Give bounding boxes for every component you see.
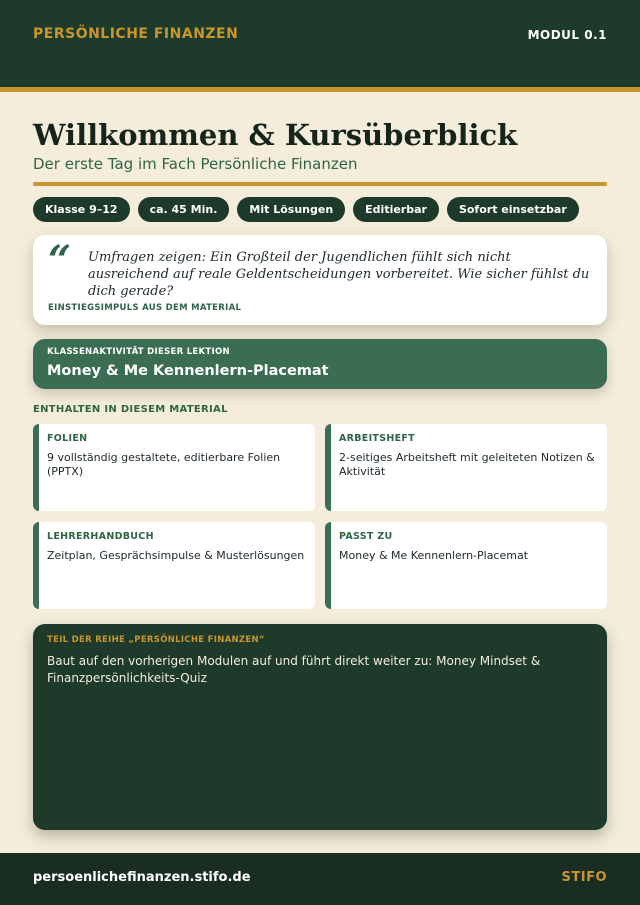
footer-url: persoenlichefinanzen.stifo.de bbox=[33, 870, 251, 885]
series-text: Baut auf den vorherigen Modulen auf und führt direkt weiter zu: Money Mindset & Finanzpersönlichkeits-Quiz bbox=[47, 654, 541, 685]
materials-heading: ENTHALTEN IN DIESEM MATERIAL bbox=[33, 404, 228, 415]
title-divider bbox=[33, 182, 607, 186]
footer-brand: STIFO bbox=[561, 870, 607, 885]
card-title: FOLIEN bbox=[47, 433, 88, 444]
brand-name: PERSÖNLICHE FINANZEN bbox=[33, 26, 239, 42]
card-title: PASST ZU bbox=[339, 531, 393, 542]
page-subtitle: Der erste Tag im Fach Persönliche Finanzen bbox=[33, 155, 358, 173]
card-body: 9 vollständig gestaltete, editierbare Folien (PPTX) bbox=[47, 451, 281, 478]
series-label: TEIL DER REIHE „PERSÖNLICHE FINANZEN“ bbox=[47, 635, 265, 645]
material-card-teacher-guide bbox=[33, 522, 315, 609]
tag-ready: Sofort einsetzbar bbox=[447, 197, 579, 222]
tag-grade: Klasse 9–12 bbox=[33, 197, 130, 222]
tag-duration: ca. 45 Min. bbox=[138, 197, 230, 222]
footer-bar bbox=[0, 853, 640, 905]
quote-text: Umfragen zeigen: Ein Großteil der Jugendlichen fühlt sich nicht ausreichend auf reale Geldentscheidungen vorbereitet. Wie sicher fühlst du dich gerade? bbox=[88, 250, 590, 299]
quote-card bbox=[33, 235, 607, 325]
quote-icon: “ bbox=[48, 237, 72, 284]
activity-title: Money & Me Kennenlern-Placemat bbox=[47, 363, 329, 379]
tag-list bbox=[33, 197, 579, 222]
series-panel bbox=[33, 624, 607, 830]
quote-label: EINSTIEGSIMPULS AUS DEM MATERIAL bbox=[48, 303, 242, 313]
page-title: Willkommen & Kursüberblick bbox=[33, 118, 518, 152]
card-title: ARBEITSHEFT bbox=[339, 433, 415, 444]
material-card-slides bbox=[33, 424, 315, 511]
tag-solutions: Mit Lösungen bbox=[237, 197, 345, 222]
tag-editable: Editierbar bbox=[353, 197, 439, 222]
module-number: MODUL 0.1 bbox=[527, 28, 607, 42]
activity-label: KLASSENAKTIVITÄT DIESER LEKTION bbox=[47, 347, 230, 357]
material-card-workbook bbox=[325, 424, 607, 511]
card-body: Money & Me Kennenlern-Placemat bbox=[339, 549, 529, 562]
card-body: 2-seitiges Arbeitsheft mit geleiteten Notizen & Aktivität bbox=[339, 451, 595, 478]
card-body: Zeitplan, Gesprächsimpulse & Musterlösungen bbox=[47, 549, 305, 562]
material-card-fits-with bbox=[325, 522, 607, 609]
card-title: LEHRERHANDBUCH bbox=[47, 531, 154, 542]
activity-banner bbox=[33, 339, 607, 389]
header-bar bbox=[0, 0, 640, 92]
